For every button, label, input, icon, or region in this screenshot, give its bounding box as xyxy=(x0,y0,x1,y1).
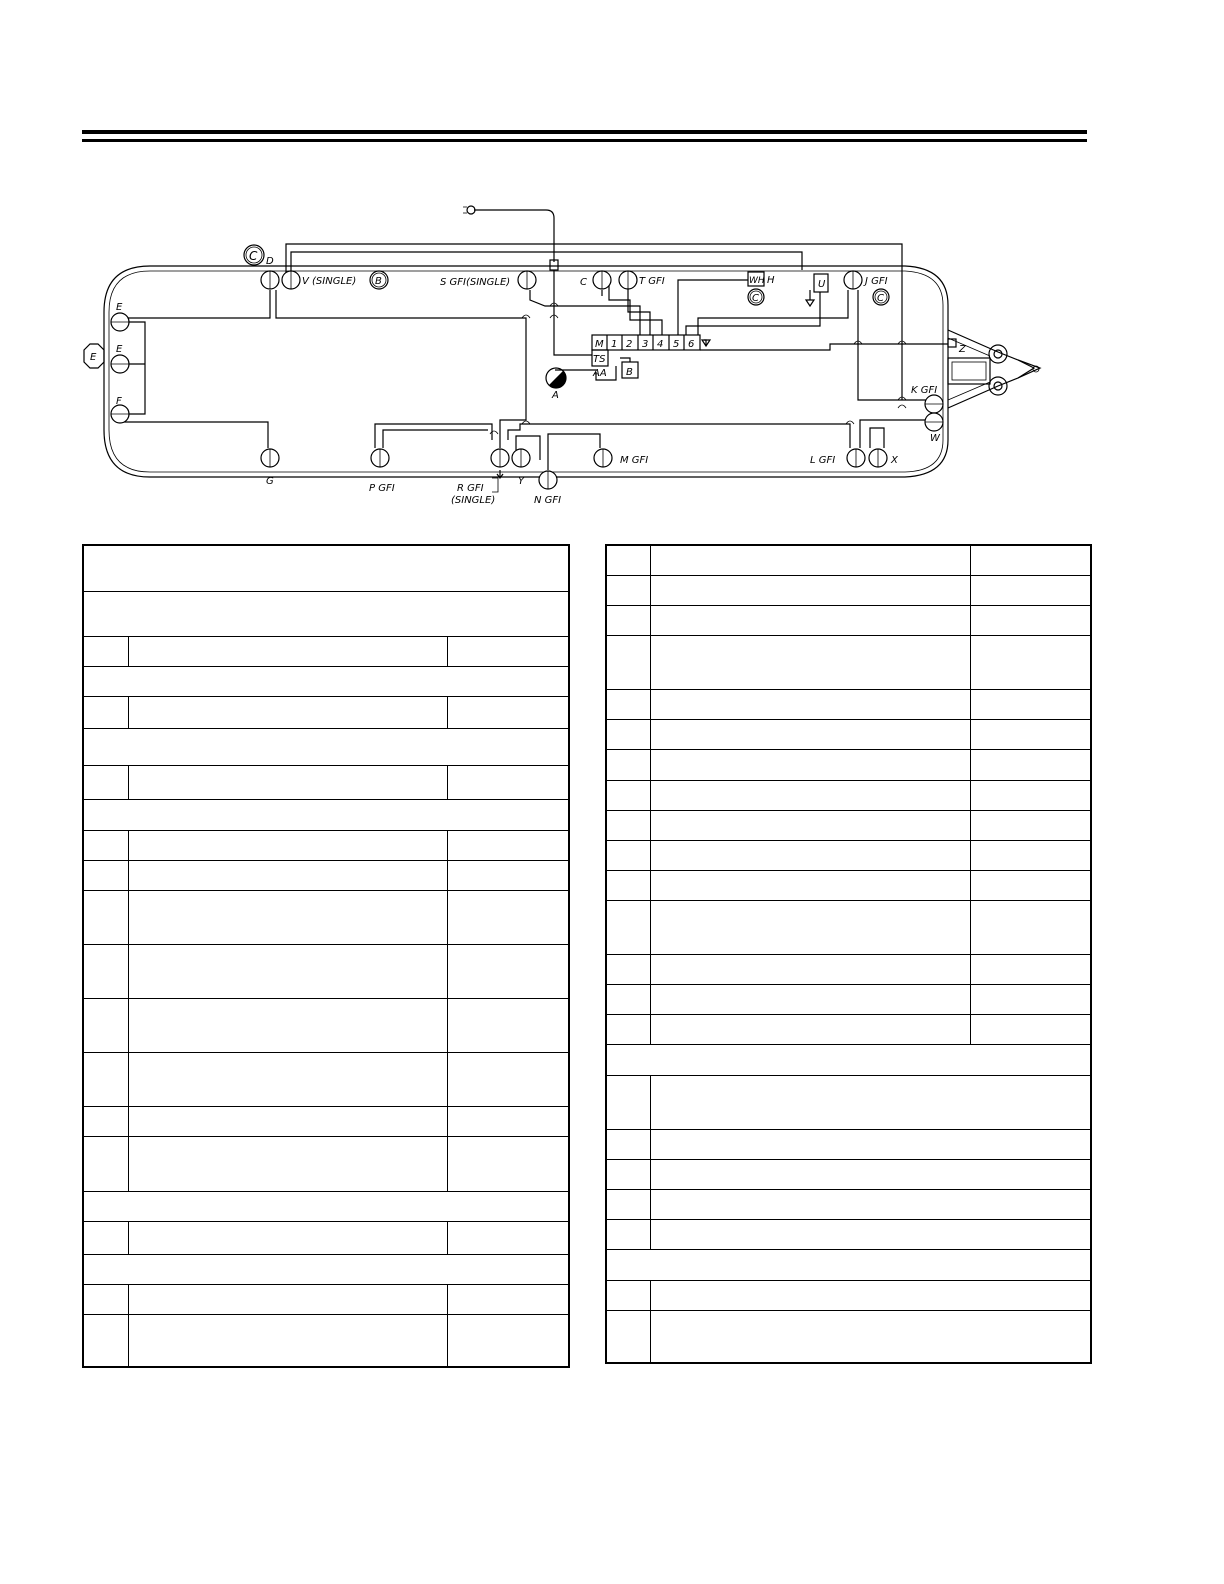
label-z: Z xyxy=(959,344,966,355)
label-ts: TS xyxy=(593,354,606,365)
label-h: H xyxy=(767,275,775,286)
table-row xyxy=(83,1221,569,1254)
table-row xyxy=(606,1129,1091,1159)
table-row xyxy=(606,984,1091,1014)
table-row xyxy=(83,666,569,696)
label-u: U xyxy=(818,279,826,290)
table-row xyxy=(606,719,1091,749)
table-row xyxy=(606,1189,1091,1219)
label-k: K GFI xyxy=(911,385,938,396)
label-n: N GFI xyxy=(534,495,562,506)
table-row xyxy=(83,1314,569,1367)
label-r: R GFI xyxy=(457,483,484,494)
table-row xyxy=(83,696,569,728)
label-p: P GFI xyxy=(369,483,395,494)
label-aa: AA xyxy=(593,368,607,379)
table-row xyxy=(606,635,1091,689)
table-row xyxy=(606,1014,1091,1044)
label-g: G xyxy=(266,476,274,487)
table-row xyxy=(83,860,569,890)
label-a: A xyxy=(552,390,559,401)
table-row xyxy=(606,1075,1091,1129)
hitch xyxy=(948,330,1040,408)
table-row xyxy=(606,689,1091,719)
label-m: M xyxy=(595,339,604,350)
table-row xyxy=(83,591,569,636)
label-e1: E xyxy=(116,302,123,313)
label-l: L GFI xyxy=(810,455,836,466)
table-row xyxy=(83,1106,569,1136)
table-row xyxy=(83,1052,569,1106)
label-t: T GFI xyxy=(639,276,665,287)
label-p6: 6 xyxy=(688,339,695,350)
table-row xyxy=(606,900,1091,954)
table-row xyxy=(606,1044,1091,1075)
label-e-hex: E xyxy=(90,352,97,363)
table-row xyxy=(606,749,1091,780)
circuit-table-right xyxy=(605,544,1092,1364)
label-f: F xyxy=(116,396,122,407)
table-row xyxy=(606,810,1091,840)
table-row xyxy=(606,1280,1091,1310)
label-x: X xyxy=(891,455,898,466)
label-p3: 3 xyxy=(642,339,649,350)
label-m-gfi: M GFI xyxy=(620,455,649,466)
table-row xyxy=(606,780,1091,810)
label-e2: E xyxy=(116,344,123,355)
wiring-diagram xyxy=(0,0,1224,520)
label-w: W xyxy=(930,433,940,444)
table-row xyxy=(83,1191,569,1221)
table-row xyxy=(606,954,1091,984)
label-r-single: (SINGLE) xyxy=(451,495,496,506)
table-row xyxy=(83,799,569,830)
table-row xyxy=(606,1219,1091,1249)
label-c-right: C xyxy=(877,293,884,304)
label-wh: WH xyxy=(749,276,765,286)
table-row xyxy=(606,840,1091,870)
table-row xyxy=(83,636,569,666)
label-y: Y xyxy=(518,476,525,487)
label-c-ring: C xyxy=(249,249,258,263)
table-row xyxy=(83,728,569,765)
table-row xyxy=(606,1249,1091,1280)
label-c-wh: C xyxy=(752,293,759,304)
table-row xyxy=(83,890,569,944)
label-j: J GFI xyxy=(865,276,888,287)
table-row xyxy=(606,605,1091,635)
label-b-box: B xyxy=(626,367,633,378)
label-p1: 1 xyxy=(611,339,618,350)
table-row xyxy=(606,575,1091,605)
label-d: D xyxy=(266,256,274,267)
table-row xyxy=(83,830,569,860)
table-row xyxy=(606,870,1091,900)
table-row xyxy=(83,998,569,1052)
table-row xyxy=(606,1159,1091,1189)
circuit-table-left xyxy=(82,544,570,1368)
table-row xyxy=(83,1284,569,1314)
table-row xyxy=(83,1136,569,1191)
label-p5: 5 xyxy=(673,339,680,350)
label-c: C xyxy=(580,277,587,288)
label-b-ring: B xyxy=(375,276,382,287)
label-v: V (SINGLE) xyxy=(302,276,357,287)
label-p2: 2 xyxy=(626,339,633,350)
battery-symbol xyxy=(546,368,570,392)
table-row xyxy=(606,1310,1091,1363)
label-p4: 4 xyxy=(657,339,664,350)
table-row xyxy=(606,545,1091,575)
table-row xyxy=(83,545,569,591)
table-row xyxy=(83,1254,569,1284)
table-row xyxy=(83,944,569,998)
label-s: S GFI(SINGLE) xyxy=(440,277,511,288)
table-row xyxy=(83,765,569,799)
